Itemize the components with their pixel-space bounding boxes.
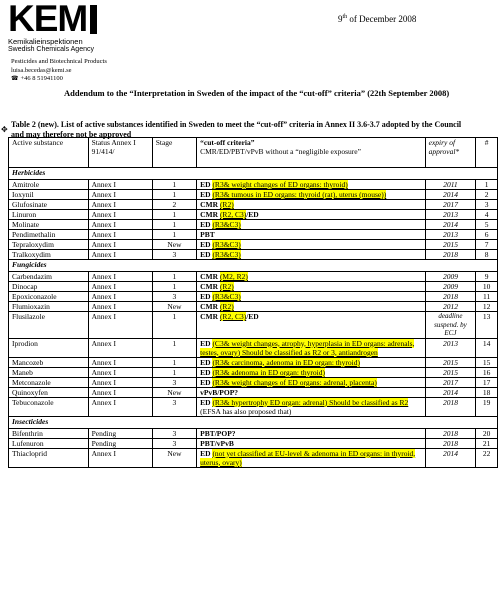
group-label: Fungicides: [9, 260, 498, 272]
cutoff-table: [8, 137, 498, 468]
cell-expiry: 2009: [425, 282, 476, 292]
table-row: [9, 180, 498, 190]
cell-substance: Molinate: [9, 220, 89, 230]
table-row: [9, 302, 498, 312]
criteria-category: CMR: [200, 312, 219, 321]
cell-substance: Tepraloxydim: [9, 240, 89, 250]
logo-line1: Kemikalieinspektionen: [8, 37, 83, 46]
cell-substance: Tebuconazole: [9, 397, 89, 416]
criteria-tail: /ED: [246, 312, 259, 321]
criteria-tail: /ED: [246, 210, 259, 219]
cell-criteria: [197, 250, 425, 260]
table-row: [9, 190, 498, 200]
cell-stage: 1: [152, 282, 196, 292]
group-label: Insecticides: [9, 416, 498, 428]
group-row: [9, 168, 498, 180]
cell-criteria: [197, 387, 425, 397]
criteria-detail: (R3&C3): [212, 220, 241, 229]
cell-stage: 3: [152, 428, 196, 438]
cell-stage: 3: [152, 438, 196, 448]
criteria-detail: (R2, C3): [219, 210, 247, 219]
cell-substance: Flusilazole: [9, 312, 89, 339]
cell-status: Annex I: [88, 200, 152, 210]
table-header-row: [9, 138, 498, 168]
cell-expiry: 2017: [425, 377, 476, 387]
table-row: [9, 272, 498, 282]
header-expiry: expiry of approval*: [425, 138, 476, 168]
cell-number: 12: [476, 302, 498, 312]
criteria-detail: (C3& weight changes, atrophy, hyperplasia in ED organs: adrenals, testes, ovary) Should be classified as R2 or 3, antiandrogen: [200, 338, 415, 357]
criteria-category: ED: [200, 338, 211, 348]
criteria-category: CMR: [200, 282, 219, 291]
criteria-detail: (R2): [219, 200, 234, 209]
cell-number: 2: [476, 190, 498, 200]
cell-substance: Amitrole: [9, 180, 89, 190]
cell-status: Annex I: [88, 230, 152, 240]
criteria-category: PBT/POP?: [200, 428, 236, 438]
header-status: Status Annex I 91/414/: [88, 138, 152, 168]
cell-substance: Carbendazim: [9, 272, 89, 282]
cell-expiry: 2013: [425, 210, 476, 220]
table-row: [9, 250, 498, 260]
cell-expiry: 2017: [425, 200, 476, 210]
document-date: 9th of December 2008: [338, 14, 417, 24]
cell-status: Annex I: [88, 302, 152, 312]
cell-criteria: [197, 448, 425, 467]
contact-block: [11, 58, 107, 84]
cell-status: Annex I: [88, 180, 152, 190]
criteria-category: ED: [200, 250, 211, 259]
header-number: #: [476, 138, 498, 168]
cell-substance: Epoxiconazole: [9, 292, 89, 302]
cell-criteria: [197, 338, 425, 357]
cell-number: 21: [476, 438, 498, 448]
cell-status: Annex I: [88, 190, 152, 200]
table-move-handle-icon[interactable]: ✥: [1, 125, 8, 134]
cell-expiry: 2018: [425, 250, 476, 260]
cell-number: 18: [476, 387, 498, 397]
cell-stage: 1: [152, 357, 196, 367]
kemi-logo: [8, 2, 97, 53]
cell-status: Annex I: [88, 397, 152, 416]
cell-stage: 3: [152, 397, 196, 416]
cell-number: 4: [476, 210, 498, 220]
cell-stage: 2: [152, 200, 196, 210]
criteria-detail: (R2): [219, 302, 234, 311]
cell-substance: Lufenuron: [9, 438, 89, 448]
table-row: [9, 230, 498, 240]
cell-stage: 1: [152, 367, 196, 377]
criteria-category: CMR: [200, 302, 219, 311]
cell-criteria: [197, 397, 425, 416]
cell-number: 20: [476, 428, 498, 438]
cell-criteria: [197, 210, 425, 220]
criteria-category: ED: [200, 240, 211, 249]
criteria-detail: (R3&C3): [212, 250, 241, 259]
group-row: [9, 416, 498, 428]
cell-expiry: 2013: [425, 230, 476, 240]
table-caption: Table 2 (new). List of active substances identified in Sweden to meet the “cut-off” criteria in Annex II 3.6-3.7 adopted by the Council and may therefore not be approved: [11, 120, 462, 139]
cell-expiry: deadline suspend. by ECJ: [425, 312, 476, 339]
phone-line: ☎ +46 8 51941100: [11, 75, 63, 82]
group-row: [9, 260, 498, 272]
cell-substance: Tralkoxydim: [9, 250, 89, 260]
table-row: [9, 377, 498, 387]
criteria-detail: (R3& adenoma in ED organ: thyroid): [212, 367, 325, 377]
cell-substance: Dinocap: [9, 282, 89, 292]
criteria-detail: (R3& tumous in ED organs: thyroid (rat), uterus (mouse)): [212, 190, 387, 199]
cell-number: 8: [476, 250, 498, 260]
cell-status: Annex I: [88, 448, 152, 467]
table-row: [9, 292, 498, 302]
page-heading: Addendum to the “Interpretation in Sweden of the impact of the “cut-off” criteria” (22th September 2008): [64, 88, 450, 98]
cell-number: 7: [476, 240, 498, 250]
cell-criteria: [197, 230, 425, 240]
criteria-detail: (R3& weight changes of ED organs: thyroid): [212, 180, 348, 189]
cell-number: 5: [476, 220, 498, 230]
criteria-detail: (not yet classified at EU-level & adenoma in ED organs: in thyroid, uterus, ovary): [200, 448, 416, 467]
cell-expiry: 2009: [425, 272, 476, 282]
cell-expiry: 2015: [425, 357, 476, 367]
criteria-category: PBT/vPvB: [200, 438, 234, 448]
cell-number: 1: [476, 180, 498, 190]
cell-status: Annex I: [88, 387, 152, 397]
cell-status: Annex I: [88, 210, 152, 220]
criteria-category: ED: [200, 220, 211, 229]
cell-substance: Bifenthrin: [9, 428, 89, 438]
cell-status: Annex I: [88, 282, 152, 292]
cell-stage: 1: [152, 190, 196, 200]
cell-number: 19: [476, 397, 498, 416]
department: Pesticides and Biotechnical Products: [11, 58, 107, 65]
table-row: [9, 220, 498, 230]
cell-stage: 1: [152, 312, 196, 339]
cell-number: 22: [476, 448, 498, 467]
cell-number: 10: [476, 282, 498, 292]
cell-status: Annex I: [88, 312, 152, 339]
cell-stage: New: [152, 240, 196, 250]
table-row: [9, 438, 498, 448]
criteria-category: ED: [200, 357, 211, 367]
cell-number: 13: [476, 312, 498, 339]
table-row: [9, 448, 498, 467]
table-row: [9, 428, 498, 438]
table-row: [9, 357, 498, 367]
cell-expiry: 2014: [425, 387, 476, 397]
table-row: [9, 397, 498, 416]
criteria-category: ED: [200, 367, 211, 377]
criteria-detail: (R3&C3): [212, 240, 241, 249]
cell-status: Annex I: [88, 367, 152, 377]
header-substance: Active substance: [9, 138, 89, 168]
cell-stage: 1: [152, 210, 196, 220]
cell-number: 11: [476, 292, 498, 302]
cell-expiry: 2015: [425, 367, 476, 377]
table-row: [9, 200, 498, 210]
criteria-category: vPvB/POP?: [200, 387, 239, 397]
cell-stage: 1: [152, 338, 196, 357]
cell-substance: Mancozeb: [9, 357, 89, 367]
cell-stage: 1: [152, 230, 196, 240]
email[interactable]: luisa.becedas@kemi.se: [11, 66, 72, 74]
cell-expiry: 2012: [425, 302, 476, 312]
criteria-detail: (M2, R2): [219, 272, 248, 281]
table-row: [9, 240, 498, 250]
criteria-category: PBT: [200, 230, 215, 239]
logo-line2: Swedish Chemicals Agency: [8, 46, 94, 53]
cell-criteria: [197, 428, 425, 438]
cell-status: Annex I: [88, 292, 152, 302]
cell-number: 3: [476, 200, 498, 210]
cell-status: Pending: [88, 428, 152, 438]
cell-number: 14: [476, 338, 498, 357]
cell-substance: Pendimethalin: [9, 230, 89, 240]
criteria-detail: (R2, C3): [219, 312, 247, 321]
logo-word: KEM: [8, 0, 88, 39]
criteria-detail: (R3& carcinoma, adenoma in ED organ: thyroid): [212, 357, 360, 367]
cell-status: Annex I: [88, 357, 152, 367]
cell-stage: 1: [152, 272, 196, 282]
cell-status: Annex I: [88, 250, 152, 260]
cell-criteria: [197, 180, 425, 190]
phone-icon: ☎: [11, 76, 19, 82]
cell-number: 6: [476, 230, 498, 240]
cell-expiry: 2018: [425, 438, 476, 448]
cell-stage: New: [152, 302, 196, 312]
criteria-category: CMR: [200, 210, 219, 219]
table-row: [9, 338, 498, 357]
table-row: [9, 387, 498, 397]
table-row: [9, 312, 498, 339]
table-row: [9, 282, 498, 292]
criteria-category: ED: [200, 292, 211, 301]
criteria-category: ED: [200, 377, 211, 387]
cell-criteria: [197, 312, 425, 339]
cell-criteria: [197, 272, 425, 282]
cell-substance: Maneb: [9, 367, 89, 377]
cell-substance: Thiacloprid: [9, 448, 89, 467]
cell-stage: 3: [152, 250, 196, 260]
cell-expiry: 2011: [425, 180, 476, 190]
cell-substance: Iprodion: [9, 338, 89, 357]
cell-criteria: [197, 190, 425, 200]
cell-status: Annex I: [88, 272, 152, 282]
cell-substance: Ioxynil: [9, 190, 89, 200]
cell-substance: Metconazole: [9, 377, 89, 387]
criteria-detail: (R3& hypertrophy ED organ: adrenal) Should be classified as R2: [212, 397, 409, 407]
cell-expiry: 2018: [425, 292, 476, 302]
cell-number: 16: [476, 367, 498, 377]
cell-substance: Glufosinate: [9, 200, 89, 210]
criteria-category: CMR: [200, 200, 219, 209]
cell-status: Annex I: [88, 338, 152, 357]
criteria-tail: (EFSA has also proposed that): [200, 406, 292, 416]
cell-status: Annex I: [88, 240, 152, 250]
criteria-category: ED: [200, 190, 211, 199]
criteria-detail: (R3& weight changes of ED organs: adrenal, placenta): [212, 377, 377, 387]
cell-status: Annex I: [88, 220, 152, 230]
table-body: [9, 168, 498, 468]
cell-criteria: [197, 292, 425, 302]
cell-stage: 3: [152, 292, 196, 302]
table-row: [9, 210, 498, 220]
cell-expiry: 2013: [425, 338, 476, 357]
cell-stage: 1: [152, 180, 196, 190]
table-row: [9, 367, 498, 377]
cell-status: Pending: [88, 438, 152, 448]
cell-criteria: [197, 240, 425, 250]
cell-expiry: 2014: [425, 220, 476, 230]
cell-stage: 3: [152, 377, 196, 387]
logo-bar-icon: [90, 5, 97, 34]
criteria-category: ED: [200, 448, 211, 458]
header-criteria: “cut-off criteria” CMR/ED/PBT/vPvB without a “negligible exposure”: [197, 138, 425, 168]
cell-criteria: [197, 302, 425, 312]
cell-expiry: 2015: [425, 240, 476, 250]
header-stage: Stage: [152, 138, 196, 168]
cell-expiry: 2018: [425, 397, 476, 416]
cell-stage: New: [152, 387, 196, 397]
criteria-detail: (R3&C3): [212, 292, 241, 301]
logo-wordmark: [8, 0, 97, 39]
cell-criteria: [197, 282, 425, 292]
cell-criteria: [197, 367, 425, 377]
cell-criteria: [197, 220, 425, 230]
group-label: Herbicides: [9, 168, 498, 180]
cell-criteria: [197, 438, 425, 448]
cell-expiry: 2018: [425, 428, 476, 438]
cell-criteria: [197, 357, 425, 367]
cell-criteria: [197, 377, 425, 387]
cell-criteria: [197, 200, 425, 210]
cell-stage: New: [152, 448, 196, 467]
cell-expiry: 2014: [425, 190, 476, 200]
cell-stage: 1: [152, 220, 196, 230]
cell-number: 9: [476, 272, 498, 282]
criteria-category: ED: [200, 397, 211, 407]
cell-expiry: 2014: [425, 448, 476, 467]
cell-number: 17: [476, 377, 498, 387]
cell-number: 15: [476, 357, 498, 367]
criteria-category: CMR: [200, 272, 219, 281]
cell-substance: Linuron: [9, 210, 89, 220]
criteria-detail: (R2): [219, 282, 234, 291]
cell-status: Annex I: [88, 377, 152, 387]
cell-substance: Flumioxazin: [9, 302, 89, 312]
criteria-category: ED: [200, 180, 211, 189]
cell-substance: Quinoxyfen: [9, 387, 89, 397]
